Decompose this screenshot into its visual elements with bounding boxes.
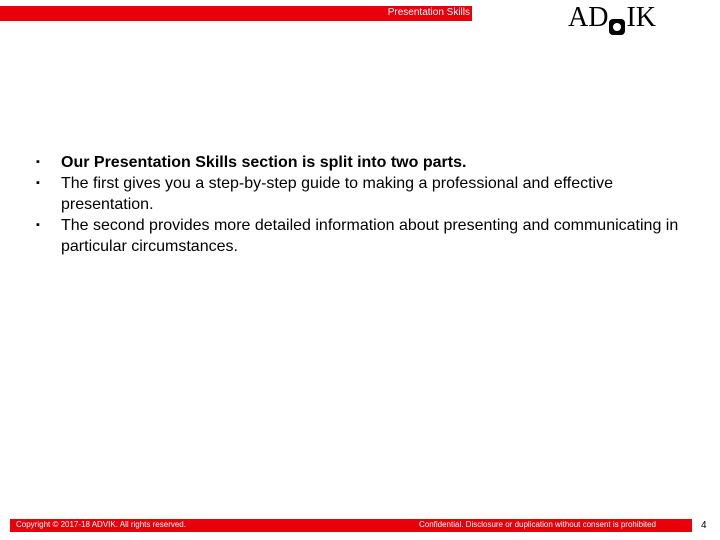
square-bullet-icon: ▪ (36, 177, 40, 189)
list-item (36, 215, 696, 257)
bullet-text: The first gives you a step-by-step guide to making a professional and effective presentation. (61, 175, 614, 213)
bullet-text: Our Presentation Skills section is split into two parts. (61, 154, 467, 171)
copyright-text: Copyright © 2017-18 ADVIK. All rights reserved. (16, 520, 186, 529)
bullet-text: The second provides more detailed information about presenting and communicating in particular circumstances. (61, 217, 679, 255)
ring-logo-icon (609, 11, 625, 27)
logo-text-right: IK (626, 2, 656, 33)
footer-bar (10, 519, 692, 532)
bullet-list (36, 152, 696, 257)
logo-text-left: AD (568, 2, 609, 33)
company-logo (568, 2, 656, 34)
confidential-notice: Confidential. Disclosure or duplication without consent is prohibited (418, 520, 656, 529)
page-number: 4 (701, 520, 707, 531)
list-item (36, 152, 696, 173)
square-bullet-icon: ▪ (36, 219, 40, 231)
header-bar (0, 6, 472, 21)
section-title: Presentation Skills (387, 7, 470, 18)
square-bullet-icon: ▪ (36, 156, 40, 168)
list-item (36, 173, 696, 215)
